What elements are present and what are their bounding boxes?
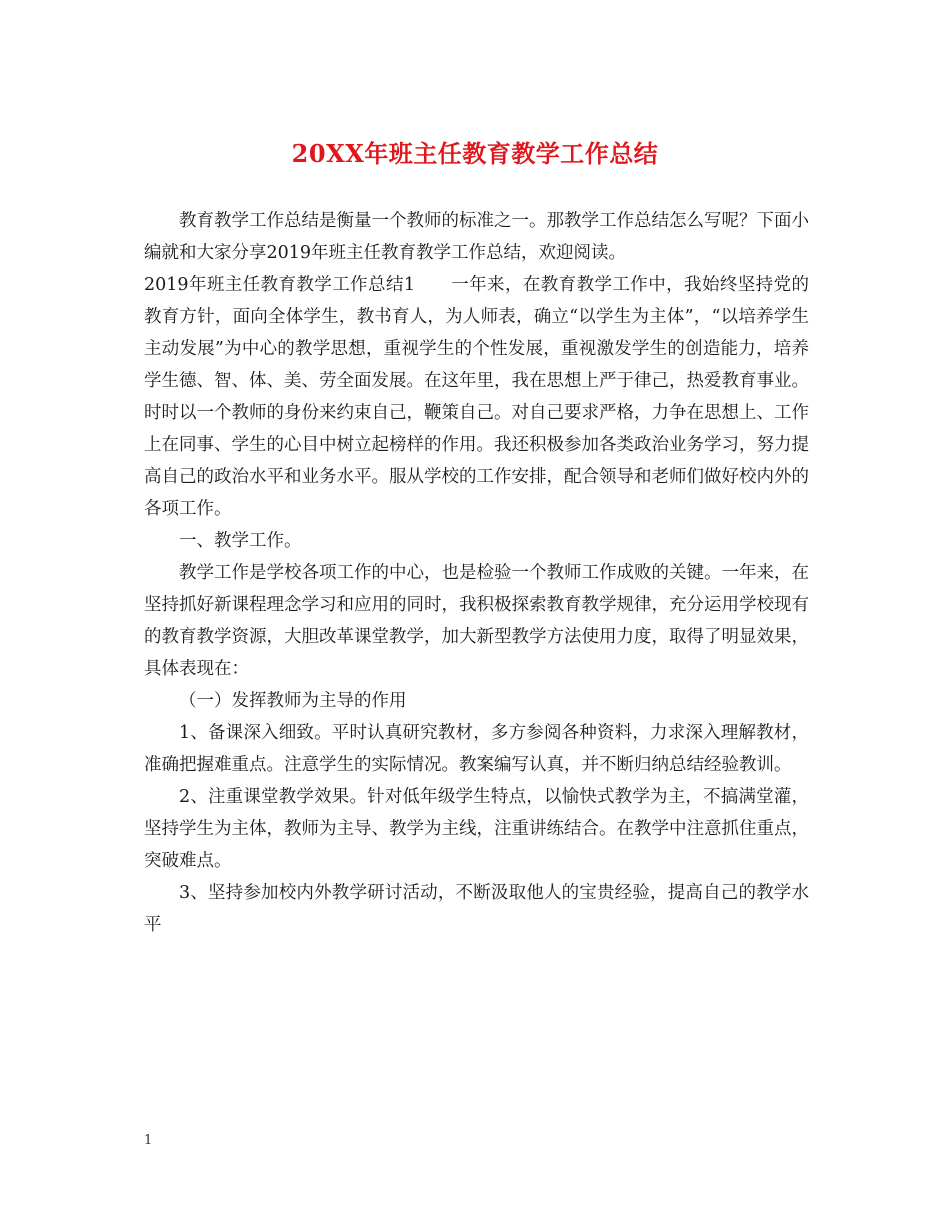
paragraph-summary-1: 2019年班主任教育教学工作总结1 一年来，在教育教学工作中，我始终坚持党的教育方针，面向全体学生，教书育人，为人师表，确立“以学生为主体”，“以培养学生主动发展”为中心的教学思想，重视学生的个性发展，重视激发学生的创造能力，培养学生德、智、体、美、劳全面发展。在这年里，我在思想上严于律己，热爱教育事业。时时以一个教师的身份来约束自己，鞭策自己。对自己要求严格，力争在思想上、工作上在同事、学生的心目中树立起榜样的作用。我还积极参加各类政治业务学习，努力提高自己的政治水平和业务水平。服从学校的工作安排，配合领导和老师们做好校内外的各项工作。 — [144, 275, 809, 519]
document-body — [144, 205, 809, 941]
paragraph-item-2: 2、注重课堂教学效果。针对低年级学生特点，以愉快式教学为主，不搞满堂灌，坚持学生为主体，教师为主导、教学为主线，注重讲练结合。在教学中注意抓住重点，突破难点。 — [144, 787, 809, 871]
page-number: 1 — [144, 1133, 153, 1148]
paragraph-intro: 教育教学工作总结是衡量一个教师的标准之一。那教学工作总结怎么写呢？下面小编就和大家分享2019年班主任教育教学工作总结，欢迎阅读。 — [144, 211, 809, 263]
paragraph-item-3: 3、坚持参加校内外教学研讨活动，不断汲取他人的宝贵经验，提高自己的教学水平 — [144, 883, 809, 935]
paragraph-teaching-work: 教学工作是学校各项工作的中心，也是检验一个教师工作成败的关键。一年来，在坚持抓好新课程理念学习和应用的同时，我积极探索教育教学规律，充分运用学校现有的教育教学资源，大胆改革课堂教学，加大新型教学方法使用力度，取得了明显效果，具体表现在： — [144, 563, 809, 679]
paragraph-item-1: 1、备课深入细致。平时认真研究教材，多方参阅各种资料，力求深入理解教材，准确把握难重点。注意学生的实际情况。教案编写认真，并不断归纳总结经验教训。 — [144, 723, 809, 775]
heading-teaching-work: 一、教学工作。 — [179, 531, 302, 551]
subheading-teacher-role: （一）发挥教师为主导的作用 — [179, 691, 407, 711]
document-title: 20XX年班主任教育教学工作总结 — [291, 139, 659, 168]
